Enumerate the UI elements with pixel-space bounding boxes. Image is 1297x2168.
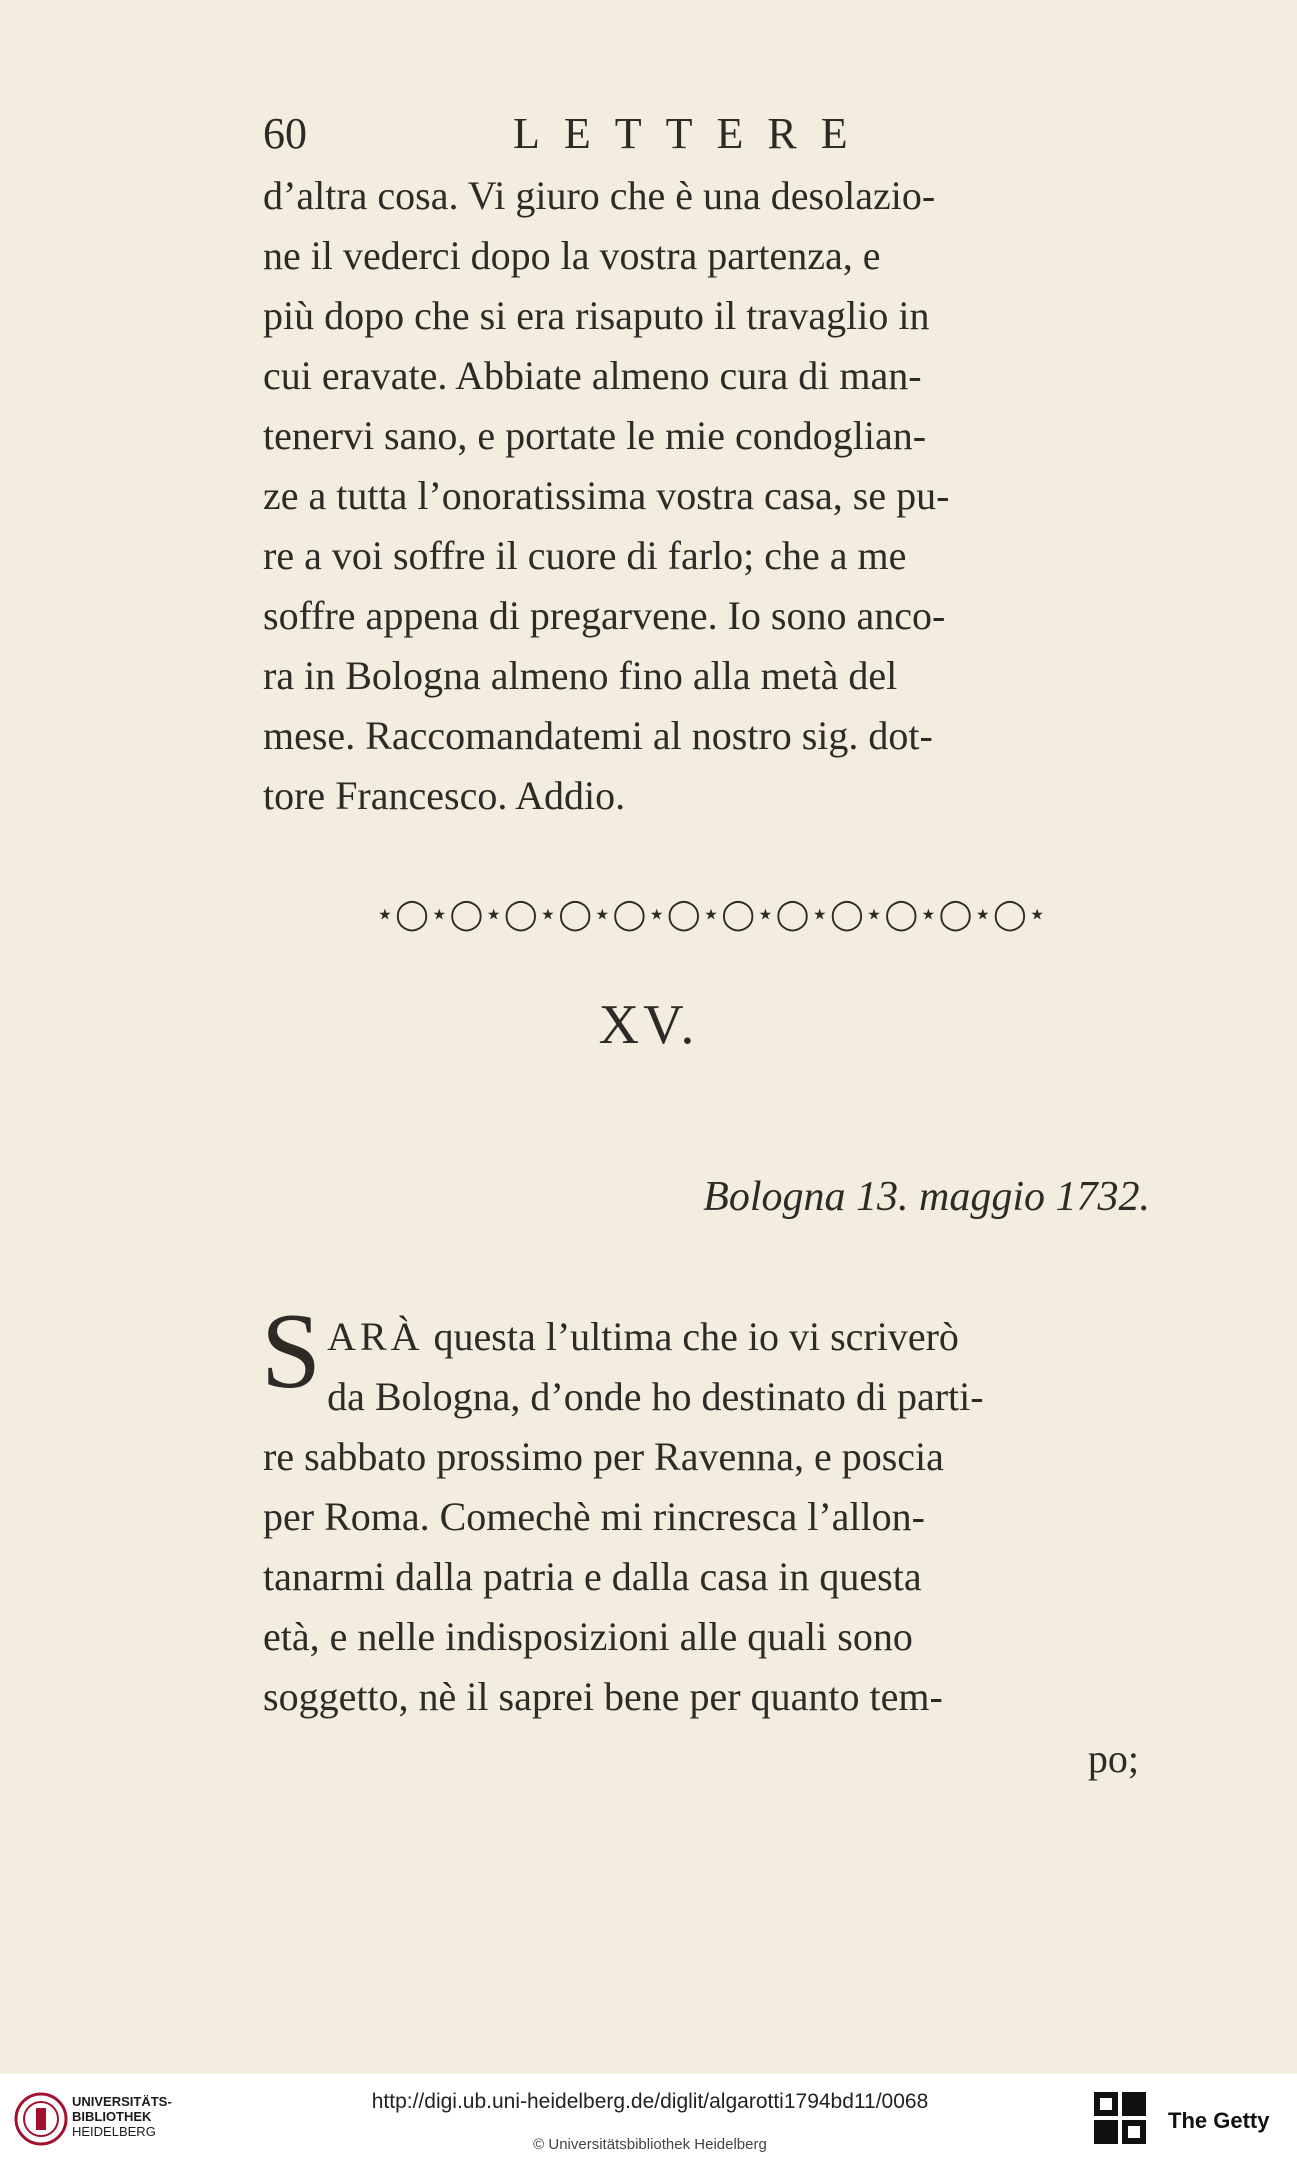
small-caps-opening: ARÀ <box>327 1314 424 1359</box>
page-number: 60 <box>263 109 307 158</box>
page-header <box>263 108 1163 168</box>
first-line-rest: questa l’ultima che io vi scriverò <box>423 1314 959 1359</box>
text-line: d’altra cosa. Vi giuro che è una desolazio- <box>263 173 936 218</box>
text-line: ze a tutta l’onoratissima vostra casa, se pu- <box>263 473 950 518</box>
text-line: ra in Bologna almeno fino alla metà del <box>263 653 898 698</box>
running-title: LETTERE <box>513 109 872 158</box>
getty-logo-icon <box>1092 2090 1148 2152</box>
library-name-line: HEIDELBERG <box>72 2124 156 2139</box>
viewer-footer <box>0 2074 1297 2168</box>
continued-letter-text <box>263 166 1160 826</box>
text-line: cui eravate. Abbiate almeno cura di man- <box>263 353 922 398</box>
letter-body <box>261 1292 1160 1727</box>
text-line: età, e nelle indisposizioni alle quali sono <box>263 1614 913 1659</box>
ornamental-divider: ⋆◯⋆◯⋆◯⋆◯⋆◯⋆◯⋆◯⋆◯⋆◯⋆◯⋆◯⋆◯⋆ <box>375 898 1048 931</box>
partner-name: The Getty <box>1168 2108 1270 2133</box>
drop-cap: S <box>261 1292 322 1411</box>
text-line: re a voi soffre il cuore di farlo; che a me <box>263 533 907 578</box>
text-line: più dopo che si era risaputo il travaglio in <box>263 293 930 338</box>
letter-dateline: Bologna 13. maggio 1732. <box>703 1174 1150 1220</box>
copyright-notice: © Universitätsbibliothek Heidelberg <box>533 2136 767 2153</box>
library-name <box>72 2094 172 2139</box>
text-line: per Roma. Comechè mi rincresca l’allon- <box>263 1494 925 1539</box>
text-line: tore Francesco. Addio. <box>263 773 626 818</box>
letter-number: XV. <box>598 994 699 1056</box>
text-line: mese. Raccomandatemi al nostro sig. dot- <box>263 713 933 758</box>
catchword: po; <box>1087 1736 1139 1781</box>
text-line: tenervi sano, e portate le mie condoglian- <box>263 413 927 458</box>
text-line: tanarmi dalla patria e dalla casa in questa <box>263 1554 922 1599</box>
library-name-line: BIBLIOTHEK <box>72 2109 152 2124</box>
permalink-url[interactable]: http://digi.ub.uni-heidelberg.de/diglit/algarotti1794bd11/0068 <box>371 2090 929 2113</box>
text-line: ne il vederci dopo la vostra partenza, e <box>263 233 881 278</box>
text-line: soggetto, nè il saprei bene per quanto tem- <box>263 1674 943 1719</box>
university-library-logo-icon <box>14 2092 68 2146</box>
text-line: soffre appena di pregarvene. Io sono anco- <box>263 593 946 638</box>
library-name-line: UNIVERSITÄTS- <box>72 2094 172 2109</box>
text-line: re sabbato prossimo per Ravenna, e poscia <box>263 1434 944 1479</box>
text-line: da Bologna, d’onde ho destinato di parti- <box>327 1374 984 1419</box>
